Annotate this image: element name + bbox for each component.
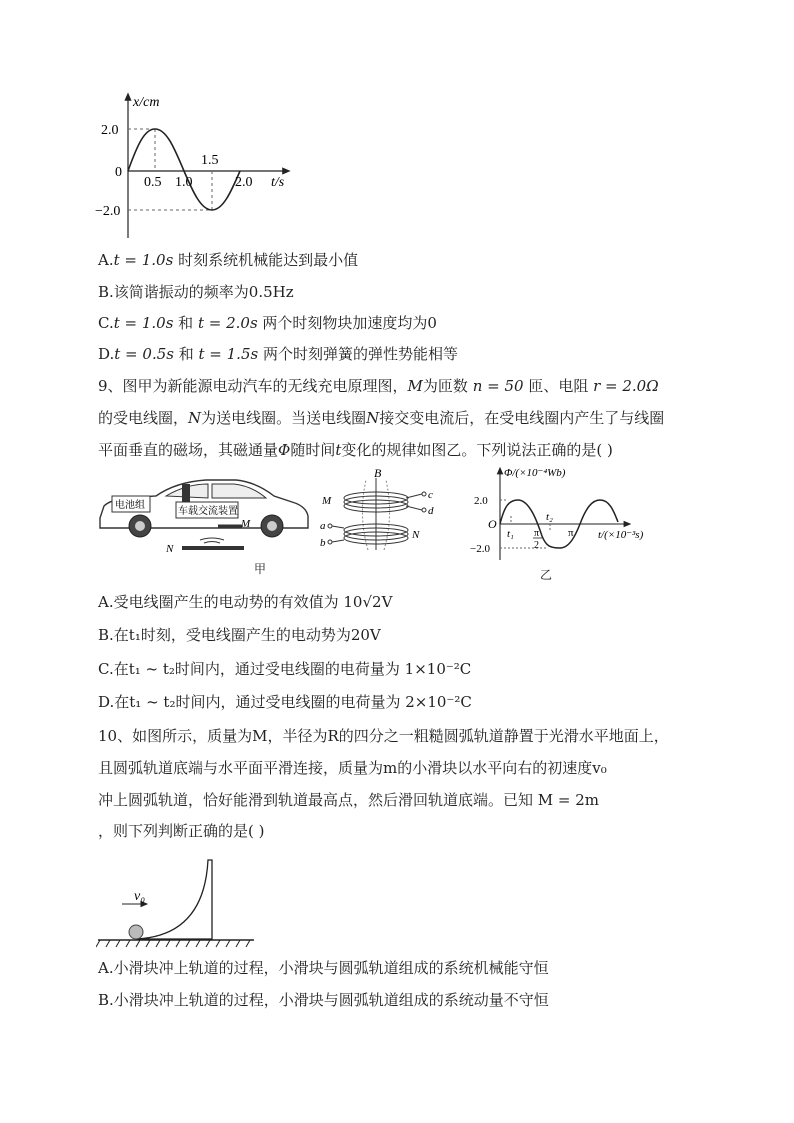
displacement-time-graph: [95, 88, 305, 248]
y-tick-top: 2.0: [101, 123, 119, 138]
q9-stem-line1: 9、图甲为新能源电动汽车的无线充电原理图，M为匝数 n = 50 匝、电阻 r = 2.0Ω: [98, 377, 659, 395]
figure-yi-caption: 乙: [540, 568, 553, 582]
x-tick-0-5: 0.5: [144, 175, 162, 190]
v0-label: v₀: [134, 889, 146, 904]
q10-option-a[interactable]: A.小滑块冲上轨道的过程，小滑块与圆弧轨道组成的系统机械能守恒: [98, 959, 549, 977]
svg-text:b: b: [320, 537, 326, 549]
svg-text:Φ/(×10⁻⁴Wb): Φ/(×10⁻⁴Wb): [504, 467, 566, 479]
svg-text:π: π: [568, 527, 574, 539]
car-wireless-charging-figure: [96, 470, 316, 580]
y-tick-bottom: −2.0: [95, 204, 121, 219]
q9-stem-line3: 平面垂直的磁场，其磁通量Φ随时间t变化的规律如图乙。下列说法正确的是( ): [98, 441, 613, 459]
svg-text:−2.0: −2.0: [470, 543, 490, 555]
q10-stem-line2: 且圆弧轨道底端与水平面平滑连接，质量为m的小滑块以水平向右的初速度v₀: [98, 759, 607, 777]
svg-text:t₂: t₂: [546, 511, 553, 523]
x-tick-1-5: 1.5: [201, 153, 219, 168]
device-label: 车载交流装置: [178, 506, 238, 517]
q8-option-a[interactable]: A.t = 1.0s 时刻系统机械能达到最小值: [98, 251, 359, 269]
svg-text:B: B: [374, 466, 382, 480]
arc-track-figure: [96, 850, 256, 950]
svg-text:a: a: [320, 520, 326, 532]
svg-text:O: O: [488, 517, 497, 531]
svg-text:c: c: [428, 489, 433, 501]
sine-curve: [128, 129, 240, 210]
q8-option-d[interactable]: D.t = 0.5s 和 t = 1.5s 两个时刻弹簧的弹性势能相等: [98, 345, 458, 363]
flux-time-graph: [470, 464, 660, 584]
battery-label: 电池组: [115, 500, 145, 511]
x-axis-label: t/s: [271, 175, 285, 190]
coil-diagram: [318, 466, 440, 556]
slider-ball: [129, 925, 143, 939]
svg-text:t₁: t₁: [507, 528, 514, 540]
x-tick-2-0: 2.0: [235, 175, 253, 190]
svg-text:t/(×10⁻³s): t/(×10⁻³s): [598, 529, 644, 541]
q10-stem-line1: 10、如图所示，质量为M，半径为R的四分之一粗糙圆弧轨道静置于光滑水平地面上，: [98, 727, 669, 745]
svg-text:π: π: [534, 528, 540, 539]
arc-track: [136, 860, 212, 939]
q9-option-d[interactable]: D.在t₁ ~ t₂时间内，通过受电线圈的电荷量为 2×10⁻²C: [98, 693, 472, 711]
y-tick-zero: 0: [115, 165, 122, 180]
figure-jia-caption: 甲: [254, 562, 267, 576]
q9-option-a[interactable]: A.受电线圈产生的电动势的有效值为 10√2V: [98, 593, 393, 611]
svg-text:N: N: [412, 529, 420, 541]
x-tick-1-0: 1.0: [175, 175, 193, 190]
q10-stem-line4: ，则下列判断正确的是( ): [98, 822, 265, 840]
q9-option-b[interactable]: B.在t₁时刻，受电线圈产生的电动势为20V: [98, 626, 381, 644]
svg-text:d: d: [428, 505, 434, 517]
svg-text:2: 2: [534, 540, 539, 551]
q10-option-b[interactable]: B.小滑块冲上轨道的过程，小滑块与圆弧轨道组成的系统动量不守恒: [98, 991, 549, 1009]
q10-stem-line3: 冲上圆弧轨道，恰好能滑到轨道最高点，然后滑回轨道底端。已知 M = 2m: [98, 791, 600, 809]
svg-text:2.0: 2.0: [474, 495, 488, 507]
car-m-label: M: [241, 518, 251, 530]
q9-option-c[interactable]: C.在t₁ ~ t₂时间内，通过受电线圈的电荷量为 1×10⁻²C: [98, 660, 472, 678]
q8-option-c[interactable]: C.t = 1.0s 和 t = 2.0s 两个时刻物块加速度均为0: [98, 314, 437, 332]
y-axis-label: x/cm: [133, 95, 160, 110]
q8-option-b[interactable]: B.该简谐振动的频率为0.5Hz: [98, 283, 294, 301]
q9-stem-line2: 的受电线圈，N为送电线圈。当送电线圈N接交变电流后，在受电线圈内产生了与线圈: [98, 409, 665, 427]
ground-n-label: N: [166, 543, 174, 555]
svg-text:M: M: [322, 495, 332, 507]
